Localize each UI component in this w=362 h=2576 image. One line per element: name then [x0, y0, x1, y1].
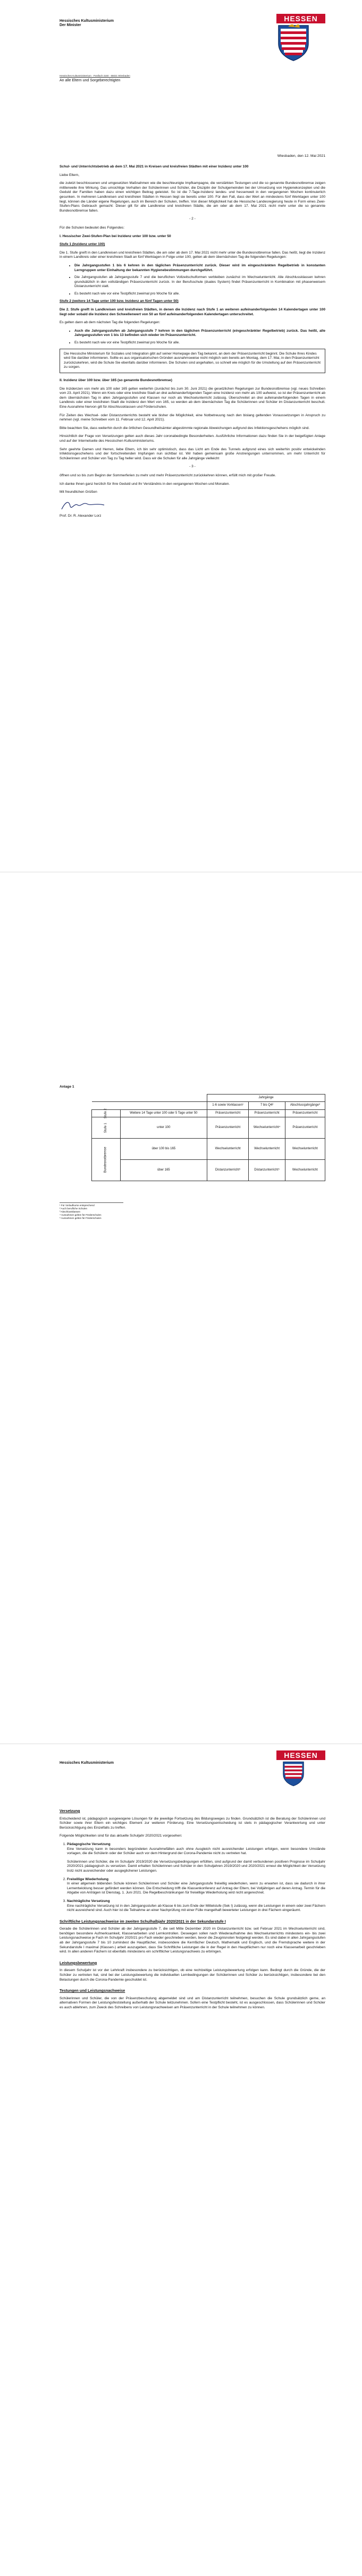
section-2-paragraph: Bitte beachten Sie, dass weiterhin durch die örtlichen Gesundheitsämter abgestimmte regionale Abweichungen aufgrund des Infektionsgeschehens möglich sind.: [60, 426, 310, 430]
sender-line: Hessisches Kultusministerium · Postfach 3160 · 65021 Wiesbaden: [60, 74, 130, 77]
table-header: Abschlussjahrgänge³: [285, 1102, 325, 1110]
table-row: [92, 1117, 325, 1139]
row-group-label: Stufe 2: [92, 1109, 121, 1117]
table-cell: Wechselunterricht: [285, 1160, 325, 1181]
section-title: Schriftliche Leistungsnachweise im zweiten Schulhalbjahr 2020/2021 in der Sekundarstufe I: [60, 1918, 226, 1924]
section-2-title: II. Inzidenz über 100 bzw. über 165 (so genannte Bundesnotbremse): [60, 378, 172, 382]
info-box: Die Hessische Ministerium für Soziales und Integration gibt auf seiner Homepage den Tag bekannt, an dem der Präsenzunterricht beginnt. Die Schule Ihres Kindes wird Sie darüber informieren. Sollte es aus organisatorischen Gründen ausnahmsweise nicht möglich sein bereits am Montag, dem 17. Mai, in den Präsenzunterricht zurückzukehren, wird die Schule Sie ebenfalls darüber informieren. Die Schulen sind angehalten, so schnell wie möglich für die Umstellung auf den Präsenzunterricht zu sorgen.: [60, 349, 325, 373]
paragraph: Folgende Möglichkeiten sind für das aktuelle Schuljahr 2020/2021 vorgesehen:: [60, 1834, 182, 1838]
table-header-row: [92, 1102, 325, 1110]
hessen-wordmark: HESSEN: [276, 14, 325, 23]
annex-text: [60, 1803, 325, 2014]
paragraph: Gerade die Schülerinnen und Schüler ab der Jahrgangsstufe 7, die seit Mitte Dezember 2020 im Distanzunterricht bzw. seit Februar 2021 im Wechselunterricht sind, benötigen besondere Aufmerksamkeit, Klassenarbeiten und Lernkontrollen. Deswegen sollen nach Wiederaufnahme des Wechselunterrichts mindestens ein- bis zwei Leistungsnachweise je Fach im Schuljahr 2020/21 pro Fach wieder geschrieben werden, bevor die Zeugnisnoten festgelegt werden. Es sind dabei in allen Jahrgangsstufen ab der Jahrgangsstufe 7 bis 10 zumindest die Hauptfächer, insbesondere die Kernfächer Deutsch, Mathematik und Englisch, und die Fremdsprache weitere in der Sekundarstufe I maximal (Klassen-) arbeit auszugeben, dass Sie Schriftliche Leistungen die in der Regel in den Hauptfächern nur noch eine Klassenarbeit geschrieben wird. In allen anderen Fächern ist ebenfalls mindestens ein schriftlicher Leistungsnachweis zu erbringen.: [60, 1927, 325, 1954]
signer-name: Prof. Dr. R. Alexander Lorz: [60, 514, 102, 518]
row-group-label: Bundesnotbremse: [92, 1139, 121, 1181]
recipient: An alle Eltern und Sorgeberechtigten: [60, 79, 121, 82]
footnote: ² Auch berufliche Schulen: [60, 1207, 88, 1210]
table-cell: Distanzunterricht⁵: [207, 1160, 248, 1181]
list-item: [67, 1899, 325, 1913]
stufe-1-title: Stufe 1 (Inzidenz unter 100): [60, 242, 105, 247]
section-title: Testungen und Leistungsnachweise: [60, 1988, 125, 1993]
section-2-paragraph: Die Inzidenzen von mehr als 100 oder 165 gelten weiterhin (zunächst bis zum 30. Juni 2021) die gesetzlichen Regelungen zur Bundesnotbremse (vgl. neues Schreiben vom 23. April 2021). Wenn ein Kreis oder eine kreisfreie Stadt an drei aufeinanderfolgenden Tagen eine Inzidenz von mehr als 100 aufweist, so ist der Präsenzunterricht ab dem übernächsten Tag in allen Jahrgangsstufen und Klassen nur noch als Wechselunterricht zulässig. Überschreitet an drei aufeinanderfolgenden Tagen in einem Landkreis oder einer kreisfreien Stadt die Inzidenz den Wert von 165, so werden ab dem übernächsten Tag die Schülerinnen und Schüler im Distanzunterricht beschult. Eine Ausnahme hiervon gilt für Abschlussklassen und Förderschulen.: [60, 386, 325, 409]
table-cell: Präsenzunterricht: [285, 1109, 325, 1117]
signature-icon: [60, 499, 107, 512]
section-2-paragraph: Für Zeiten des Wechsel- oder Distanzunterrichts besteht wie bisher die Möglichkeit, eine Notbetreuung nach den bislang geltenden Voraussetzungen in Anspruch zu nehmen (vgl. meine Schreiben vom 11. Februar und 12. April 2021).: [60, 413, 325, 422]
stufe-2-text: Die 2. Stufe greift in Landkreisen und kreisfreien Städten, in denen die Inzidenz nach Stufe 1 an weiteren aufeinanderfolgenden 14 Kalendertagen unter 100 liegt oder sobald die Inzidenz den Schwellenwert von 50 an fünf aufeinanderfolgenden Kalendertagen unterschreitet.: [60, 308, 325, 316]
option-title: 1. Pädagogische Versetzung: [67, 1842, 111, 1846]
annex-title: Anlage 1: [60, 1085, 74, 1089]
closing-formula: Mit freundlichen Grüßen: [60, 490, 97, 494]
options-list: [60, 1842, 325, 1913]
intro-paragraph: die zuletzt beschlossenen und umgesetzten Maßnahmen wie die beschleunigte Impfkampagne, die verstärkten Testungen und die so genannte Bundesnotbremse zeigen mittlerweile ihre Wirkung. Das umsichtige Verhalten der Schülerinnen und Schüler, die Disziplin der Schulgemeinden bei der Umsetzung von Hygienekonzepten und die Geduld der Familien haben dazu einen wichtigen Beitrag geleistet. So ist die 7-Tage-Inzidenz landes- und hessenweit in den vergangenen Wochen kontinuierlich gesunken. In mehreren Landkreisen und kreisfreien Städten in Hessen liegt sie bereits unter 100. Für den Fall, dass der Wert an mindestens fünf Werktagen unter 100 liegt, können die Länder eigene Regelungen, auch im Bereich der Schulen, treffen. Von dieser Möglichkeit hat die Hessische Landesregierung heute in Form eines Zwei-Stufen-Plans Gebrauch gemacht: Dieser gilt für alle Landkreise und kreisfreien Städte, die am oder ab dem 17. Mai 2021 nicht mehr unter die so genannte Bundesnotbremse fallen.: [60, 181, 325, 213]
paragraph: Entscheidend ist, pädagogisch ausgewogene Lösungen für die jeweilige Fortsetzung des Bildungsweges zu finden. Grundsätzlich ist die Beratung der Schülerinnen und Schüler sowie ihrer Eltern ein wichtiges Element zur weiteren Förderung. Eine Versetzungsentscheidung ist stets in pädagogischer Verantwortung und unter Berücksichtigung des Einzelfalls zu treffen.: [60, 1816, 325, 1830]
table-cell: über 165: [120, 1160, 207, 1181]
section-2-paragraph: Hinsichtlich der Frage von Versetzungen gelten auch dieses Jahr coronabedingte Besonderheiten. Ausführliche Informationen dazu finden Sie in der beigefügten Anlage und auf der Internetseite des Hessischen Kultusministeriums.: [60, 434, 325, 443]
table-cell: Präsenzunterricht: [249, 1109, 285, 1117]
list-item: • Die Jahrgangsstufen ab Jahrgangsstufe 7 und die beruflichen Vollzeitschulformen verbleiben zunächst im Wechselunterricht. Alle Abschlussklassen kehren grundsätzlich in den vollständigen Präsenzunterricht zurück. In der Berufsschule (duales System) findet Präsenzunterricht in Kombination mit phasenweisem Distanzunterricht statt.: [74, 275, 325, 289]
table-row: [92, 1160, 325, 1181]
table-cell: Wechselunterricht⁴: [249, 1117, 285, 1139]
ministry-name: Hessisches Kultusministerium: [60, 1761, 114, 1765]
paragraph: Schülerinnen und Schüler, die von der Präsenzbeschulung abgemeldet sind und am Distanzunterricht teilnehmen, besuchen die Schule grundsätzlich gerne, an alternativen Formen der Leistungsfeststellung außerhalb der Schule teilzunehmen. Sofern eine Testpflicht besteht, ist es ausgeschlossen, dass Schülerinnen und Schüler es auch ablehnen, zum Zweck des Schreibens von Leistungsnachweisen am Präsenzunterricht in der Schule teilnehmen zu können.: [60, 1996, 325, 2009]
option-text: Eine nachträgliche Versetzung ist in den Jahrgangsstufen ab Klasse 6 bis zum Ende der Mittelstufe (Sek I) zulässig, wenn die Leistungen in einem oder zwei Fächern nicht ausreichend sind. Auch hier ist die Teilnahme an einer Nachprüfung mit einer Fülle mangelhaft bewerteter Leistungen in drei Fächern eingeräumt.: [67, 1904, 325, 1913]
salutation: Liebe Eltern,: [60, 173, 80, 177]
stufe-1-text: Die 1. Stufe greift in den Landkreisen und kreisfreien Städten, die am oder ab dem 17. Mai 2021 nicht mehr unter die Bundesnotbremse fallen. Das heißt, liegt die Inzidenz in einem Landkreis oder einer kreisfreien Stadt an fünf Werktagen in Folge unter 100, gelten ab dem übernächsten Tag die folgenden Regelungen:: [60, 250, 325, 259]
closing-paragraph: Ich danke Ihnen ganz herzlich für Ihre Geduld und Ihr Verständnis in den vergangenen Wochen und Monaten.: [60, 482, 230, 486]
footnotes: [60, 1202, 123, 1220]
page-2: [0, 872, 362, 1744]
page-1: [0, 0, 362, 872]
list-item: • Es besteht nach wie vor eine Testpflicht zweimal pro Woche für alle.: [74, 292, 325, 297]
paragraph: In diesem Schuljahr ist vor der Lehrkraft insbesondere zu berücksichtigen, ob eine rechtzeitige Leistungsbewertung erfolgen kann. Bedingt durch die Gründe, die der Schüler zu vertreten hat, sind bei der Leistungsbewertung die individuellen Lernbedingungen der Schülerinnen und Schüler zu berücksichtigen, insbesondere bei den Belastungen durch die Corona-Pandemie geschuldet ist.: [60, 1968, 325, 1982]
hessen-wordmark: HESSEN: [276, 1750, 325, 1760]
option-text: Eine Versetzung kann in besonders begründeten Ausnahmefällen auch ohne Ausgleich nicht ausreichender Leistungen erfolgen, wenn besondere Umstände vorlagen, die die Schülerin oder der Schüler auch vor dem Hintergrund der Corona-Pandemie nicht zu vertreten hat.: [67, 1847, 325, 1856]
page-number: - 2 -: [189, 217, 196, 221]
table-row: [92, 1139, 325, 1160]
list-item: [67, 1842, 325, 1874]
lion-crest-icon: [276, 1761, 310, 1787]
stufe-1-list: [60, 264, 325, 297]
section-1-title: I. Hessischer Zwei-Stufen-Plan bei Inzidenz unter 100 bzw. unter 50: [60, 234, 171, 238]
section-2-paragraph: Sehr geehrte Damen und Herren, liebe Eltern, ich bin sehr optimistisch, dass das Licht am Ende des Tunnels aufgrund eines sich weiterhin positiv entwickelnden Infektionsgeschehens und der fortschreitenden Impfungen nun sichtbar ist. Wir haben gemeinsam große Anstrengungen unternommen, um mehr Unterricht für Schülerinnen und Schüler von Tag zu Tag heller wird. Dass wir die Schulen für alle Jahrgänge vielleicht: [60, 447, 325, 460]
table-header-row: [92, 1094, 325, 1102]
school-mode-table: [91, 1094, 325, 1182]
table-cell: Distanzunterricht⁵: [249, 1160, 285, 1181]
option-title: 3. Nachträgliche Versetzung: [67, 1899, 110, 1903]
list-item: • Es besteht nach wie vor eine Testpflicht zweimal pro Woche für alle.: [74, 341, 325, 346]
footnote: ³ Abschlussklassen: [60, 1210, 81, 1214]
hessen-logo: [276, 1750, 325, 1789]
list-item: [67, 1878, 325, 1896]
ministry-name: Hessisches Kultusministerium: [60, 19, 114, 23]
footnote: ⁴ Ausnahmen gelten für Förderschulen: [60, 1214, 102, 1217]
letter-date: Wiesbaden, den 12. Mai 2021: [277, 154, 325, 158]
table-cell: über 100 bis 165: [120, 1139, 207, 1160]
letterhead: [60, 19, 114, 28]
footnote: ⁵ Ausnahmen gelten für Förderschulen: [60, 1217, 102, 1220]
stufe-2-title: Stufe 2 (weitere 14 Tage unter 100 bzw. Inzidenz an fünf Tagen unter 50): [60, 299, 179, 304]
annex-body: [60, 1085, 325, 1220]
schools-lead: Für die Schulen bedeutet dies Folgendes:: [60, 225, 125, 230]
table-cell: Wechselunterricht: [249, 1139, 285, 1160]
table-header: 1-6 sowie Vorklassen¹: [207, 1102, 248, 1110]
list-item: • Auch die Jahrgangsstufen ab Jahrgangsstufe 7 kehren in den täglichen Präsenzunterricht (eingeschränkter Regelbetrieb) zurück. Das heißt, alle Jahrgangsstufen von 1 bis 13 befinden sich wieder im Präsenzunterricht.: [74, 329, 325, 338]
list-item: • Die Jahrgangsstufen 1 bis 6 kehren in den täglichen Präsenzunterricht zurück. Dieser wird im eingeschränkten Regelbetrieb in konstanten Lerngruppen unter Einhaltung der bekannten Hygienebestimmungen durchgeführt.: [74, 264, 325, 273]
page-3: [0, 1744, 362, 2576]
table-cell: Präsenzunterricht: [285, 1117, 325, 1139]
table-cell: Weitere 14 Tage unter 100 oder 5 Tage unter 50: [120, 1109, 207, 1117]
table-cell: Wechselunterricht: [207, 1139, 248, 1160]
stufe-2-list: [60, 329, 325, 346]
row-group-label: Stufe 1: [92, 1117, 121, 1139]
table-cell: Präsenzunterricht: [207, 1109, 248, 1117]
option-text: Schülerinnen und Schüler, die im Schuljahr 2019/2020 die Versetzungsbedingungen erfüllten, sind aufgrund der damit verbundenen positiven Prognose im Schuljahr 2020/2021 pädagogisch zu versetzen. Damit erhalten Schülerinnen und Schüler in den Schuljahren 2019/2020 und 2020/2021 erneut die Möglichkeit der Versetzung trotz nicht ausreichender oder ausgeglichener Leistungen.: [67, 1859, 325, 1873]
lion-crest-icon: [276, 24, 310, 62]
table-cell: Wechselunterricht: [285, 1139, 325, 1160]
section-title: Leistungsbewertung: [60, 1960, 97, 1965]
table-cell: unter 100: [120, 1117, 207, 1139]
table-row: [92, 1109, 325, 1117]
option-title: 2. Freiwillige Wiederholung: [67, 1877, 108, 1881]
minister-title: Der Minister: [60, 23, 81, 27]
table-cell: Präsenzunterricht: [207, 1117, 248, 1139]
table-header-group: Jahrgänge: [207, 1094, 325, 1102]
letter-body-1: [60, 165, 325, 523]
hessen-logo: [276, 14, 325, 64]
subject-line: Schul- und Unterrichtsbetrieb ab dem 17. Mai 2021 in Kreisen und kreisfreien Städten mit einer Inzidenz unter 100: [60, 165, 249, 169]
table-header: 7 bis Q4²: [249, 1102, 285, 1110]
stufe-2-lead: Es gelten dann ab dem nächsten Tag die folgenden Regelungen:: [60, 321, 161, 325]
option-text: In einer allgemein bildenden Schule können Schülerinnen und Schüler eine Jahrgangsstufe freiwillig wiederholen, wenn zu erwarten ist, dass sie dadurch in ihrer Lernentwicklung besser gefördert werden können. Die Entscheidung trifft die Klassenkonferenz auf Antrag der Eltern, bei Volljährigen auf deren Antrag. Termin für die Abgabe von Anträgen ist Dienstag, 1. Juni 2021. Die Regelbeschränkungen für freiwillige Wiederholung wird nicht angerechnet.: [67, 1882, 325, 1895]
closing-paragraph: öffnen und so bis zum Beginn der Sommerferien zu mehr und mehr Präsenzunterricht zurückkehren können, erfüllt mich mit großer Freude.: [60, 473, 276, 477]
footnote: ¹ Für Vorlaufkurse entsprechend: [60, 1204, 95, 1207]
section-title: Versetzung: [60, 1808, 80, 1813]
page-number: - 3 -: [189, 465, 196, 469]
